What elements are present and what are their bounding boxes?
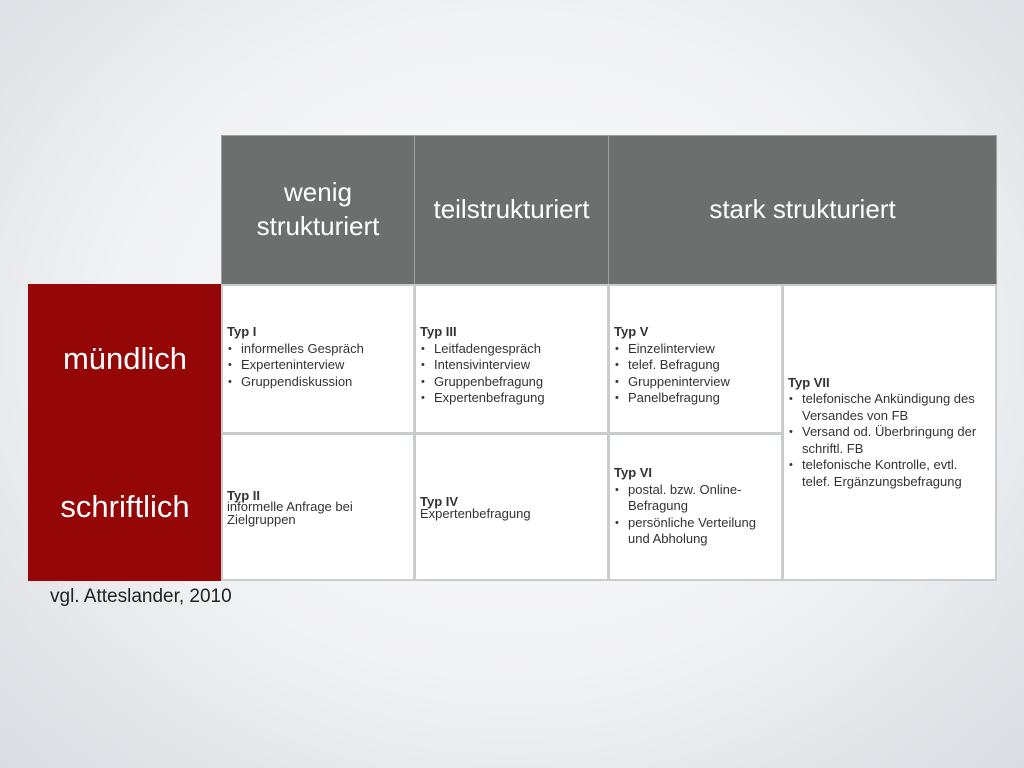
- list-item: • postal. bzw. Online-Befragung: [614, 482, 775, 515]
- typ-3-list: [420, 341, 601, 407]
- typ-5-list: [614, 341, 775, 407]
- cell-typ-1: [221, 284, 415, 434]
- row-muendlich-text: mündlich: [62, 340, 188, 376]
- header-stark-label: stark strukturiert: [709, 194, 896, 225]
- list-item: • Panelbefragung: [614, 390, 775, 407]
- list-item: • Versand od. Überbringung der schriftl. FB: [788, 424, 989, 457]
- typ-6-list: [614, 482, 775, 548]
- typ-4-text: Expertenbefragung: [420, 505, 531, 521]
- cell-typ-5: [608, 284, 783, 434]
- list-item: • Experteninterview: [227, 357, 407, 374]
- header-wenig-strukturiert: [221, 135, 415, 285]
- header-stark-strukturiert: [608, 135, 997, 285]
- list-item: • Leitfadengespräch: [420, 341, 601, 358]
- header-wenig-label: wenig strukturiert: [256, 177, 380, 241]
- cell-typ-3: [414, 284, 609, 434]
- row-label-schriftlich: [28, 433, 222, 581]
- list-item: • informelles Gespräch: [227, 341, 407, 358]
- list-item: • Einzelinterview: [614, 341, 775, 358]
- typ-2-title: Typ II: [227, 487, 260, 503]
- typ-3-title: Typ III: [420, 324, 457, 339]
- typ-4-title: Typ IV: [420, 494, 459, 510]
- cell-typ-7: [782, 284, 997, 581]
- cell-typ-6: [608, 433, 783, 581]
- typ-1-list: [227, 341, 407, 391]
- source-citation: vgl. Atteslander, 2010: [50, 586, 232, 607]
- list-item: • Gruppeninterview: [614, 374, 775, 391]
- list-item: • telef. Befragung: [614, 357, 775, 374]
- list-item: • telefonische Kontrolle, evtl. telef. Ergänzungsbefragung: [788, 457, 989, 490]
- typ-7-title: Typ VII: [788, 374, 830, 390]
- typ-7-list: [788, 391, 989, 490]
- typ-2-text: informelle Anfrage bei Zielgruppen: [227, 499, 353, 528]
- list-item: • Gruppendiskussion: [227, 374, 407, 391]
- typ-1-title: Typ I: [227, 324, 257, 339]
- typ-6-title: Typ VI: [614, 465, 653, 480]
- typ-5-title: Typ V: [614, 324, 649, 339]
- list-item: • persönliche Verteilung und Abholung: [614, 515, 775, 548]
- header-teil-label: teilstrukturiert: [433, 194, 590, 225]
- list-item: • Expertenbefragung: [420, 390, 601, 407]
- list-item: • Gruppenbefragung: [420, 374, 601, 391]
- header-teilstrukturiert: [414, 135, 609, 285]
- cell-typ-4: [414, 433, 609, 581]
- list-item: • Intensivinterview: [420, 357, 601, 374]
- cell-typ-2: [221, 433, 415, 581]
- list-item: • telefonische Ankündigung des Versandes von FB: [788, 391, 989, 424]
- row-label-muendlich: [28, 284, 222, 434]
- row-schriftlich-text: schriftlich: [60, 489, 190, 524]
